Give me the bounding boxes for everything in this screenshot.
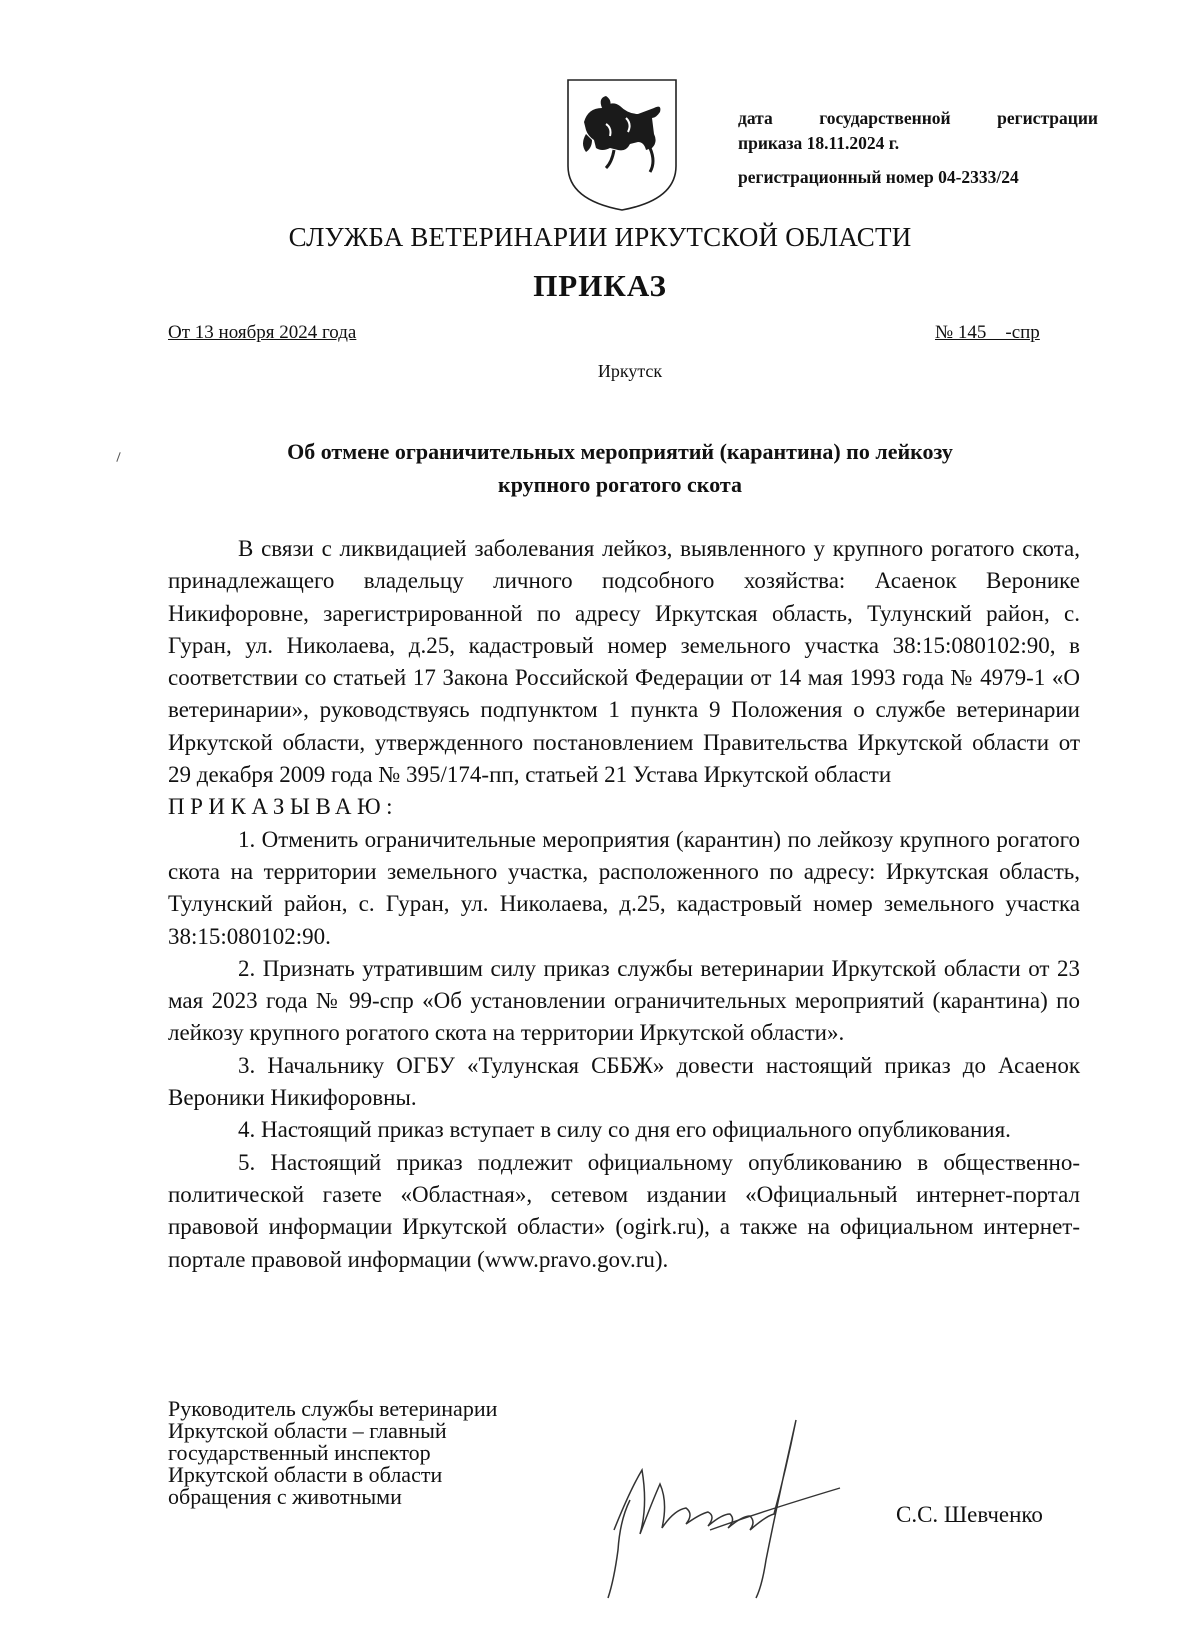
document-type: ПРИКАЗ [533,268,667,303]
document-date: От 13 ноября 2024 года [168,322,357,343]
document-body [168,533,1080,1276]
signer-position [168,1398,497,1508]
order-word: ПРИКАЗЫВАЮ: [168,794,399,820]
signer-name: С.С. Шевченко [896,1502,1043,1527]
document-city: Иркутск [597,361,663,381]
handwritten-signature-icon [590,1410,860,1600]
document-title-line: Об отмене ограничительных мероприятий (карантина) по лейкозу [287,439,953,464]
order-item-5: 5. Настоящий приказ подлежит официальному опубликованию в общественно-политической газете «Областная», сетевом издании «Официальный интернет-портал правовой информации Иркутской области» (ogirk.ru), а также на официальном интернет-портале правовой информации (www.pravo.gov.ru). [168,1149,1080,1272]
order-item-4: 4. Настоящий приказ вступает в силу со дня его официального опубликования. [238,1117,1011,1143]
order-item-3: 3. Начальнику ОГБУ «Тулунская СББЖ» довести настоящий приказ до Асаенок Вероники Никифоровны. [168,1052,1080,1111]
registration-date-value: приказа 18.11.2024 г. [738,133,900,153]
document-title-line: крупного рогатого скота [498,472,742,497]
order-item-1: 1. Отменить ограничительные мероприятия (карантин) по лейкозу крупного рогатого скота на территории земельного участка, расположенного по адресу: Иркутская область, Тулунский район, с. Гуран, ул. Николаева, д.25, кадастровый номер земельного участка 38:15:080102:90. [168,826,1080,949]
irkutsk-coat-of-arms-icon [566,78,678,212]
registration-number: регистрационный номер 04-2333/24 [738,167,1019,187]
registration-stamp [738,106,1098,190]
scan-mark [116,452,120,462]
signer-position-line: Иркутской области в области [168,1462,443,1487]
document-number: № 145 -спр [935,322,1040,343]
signer-position-line: государственный инспектор [168,1440,431,1465]
registration-date-label: дата государственной регистрации [738,108,1098,128]
organization-name: СЛУЖБА ВЕТЕРИНАРИИ ИРКУТСКОЙ ОБЛАСТИ [288,222,912,252]
signer-position-line: обращения с животными [168,1484,402,1509]
preamble-paragraph: В связи с ликвидацией заболевания лейкоз, выявленного у крупного рогатого скота, принадлежащего владельцу личного подсобного хозяйства: Асаенок Веронике Никифоровне, зарегистрированной по адресу Иркутская область, Тулунский район, с. Гуран, ул. Николаева, д.25, кадастровый номер земельного участка 38:15:080102:90, в соответствии со статьей 17 Закона Российской Федерации от 14 мая 1993 года № 4979-1 «О ветеринарии», руководствуясь подпунктом 1 пункта 9 Положения о службе ветеринарии Иркутской области, утвержденного постановлением Правительства Иркутской области от 29 декабря 2009 года № 395/174-пп, статьей 21 Устава Иркутской области [168,536,1080,788]
document-title [160,435,1080,501]
order-item-2: 2. Признать утратившим силу приказ службы ветеринарии Иркутской области от 23 мая 2023 года № 99-спр «Об установлении ограничительных мероприятий (карантина) по лейкозу крупного рогатого скота на территории Иркутской области». [168,955,1080,1046]
signer-position-line: Руководитель службы ветеринарии [168,1396,498,1421]
signer-position-line: Иркутской области – главный [168,1418,447,1443]
